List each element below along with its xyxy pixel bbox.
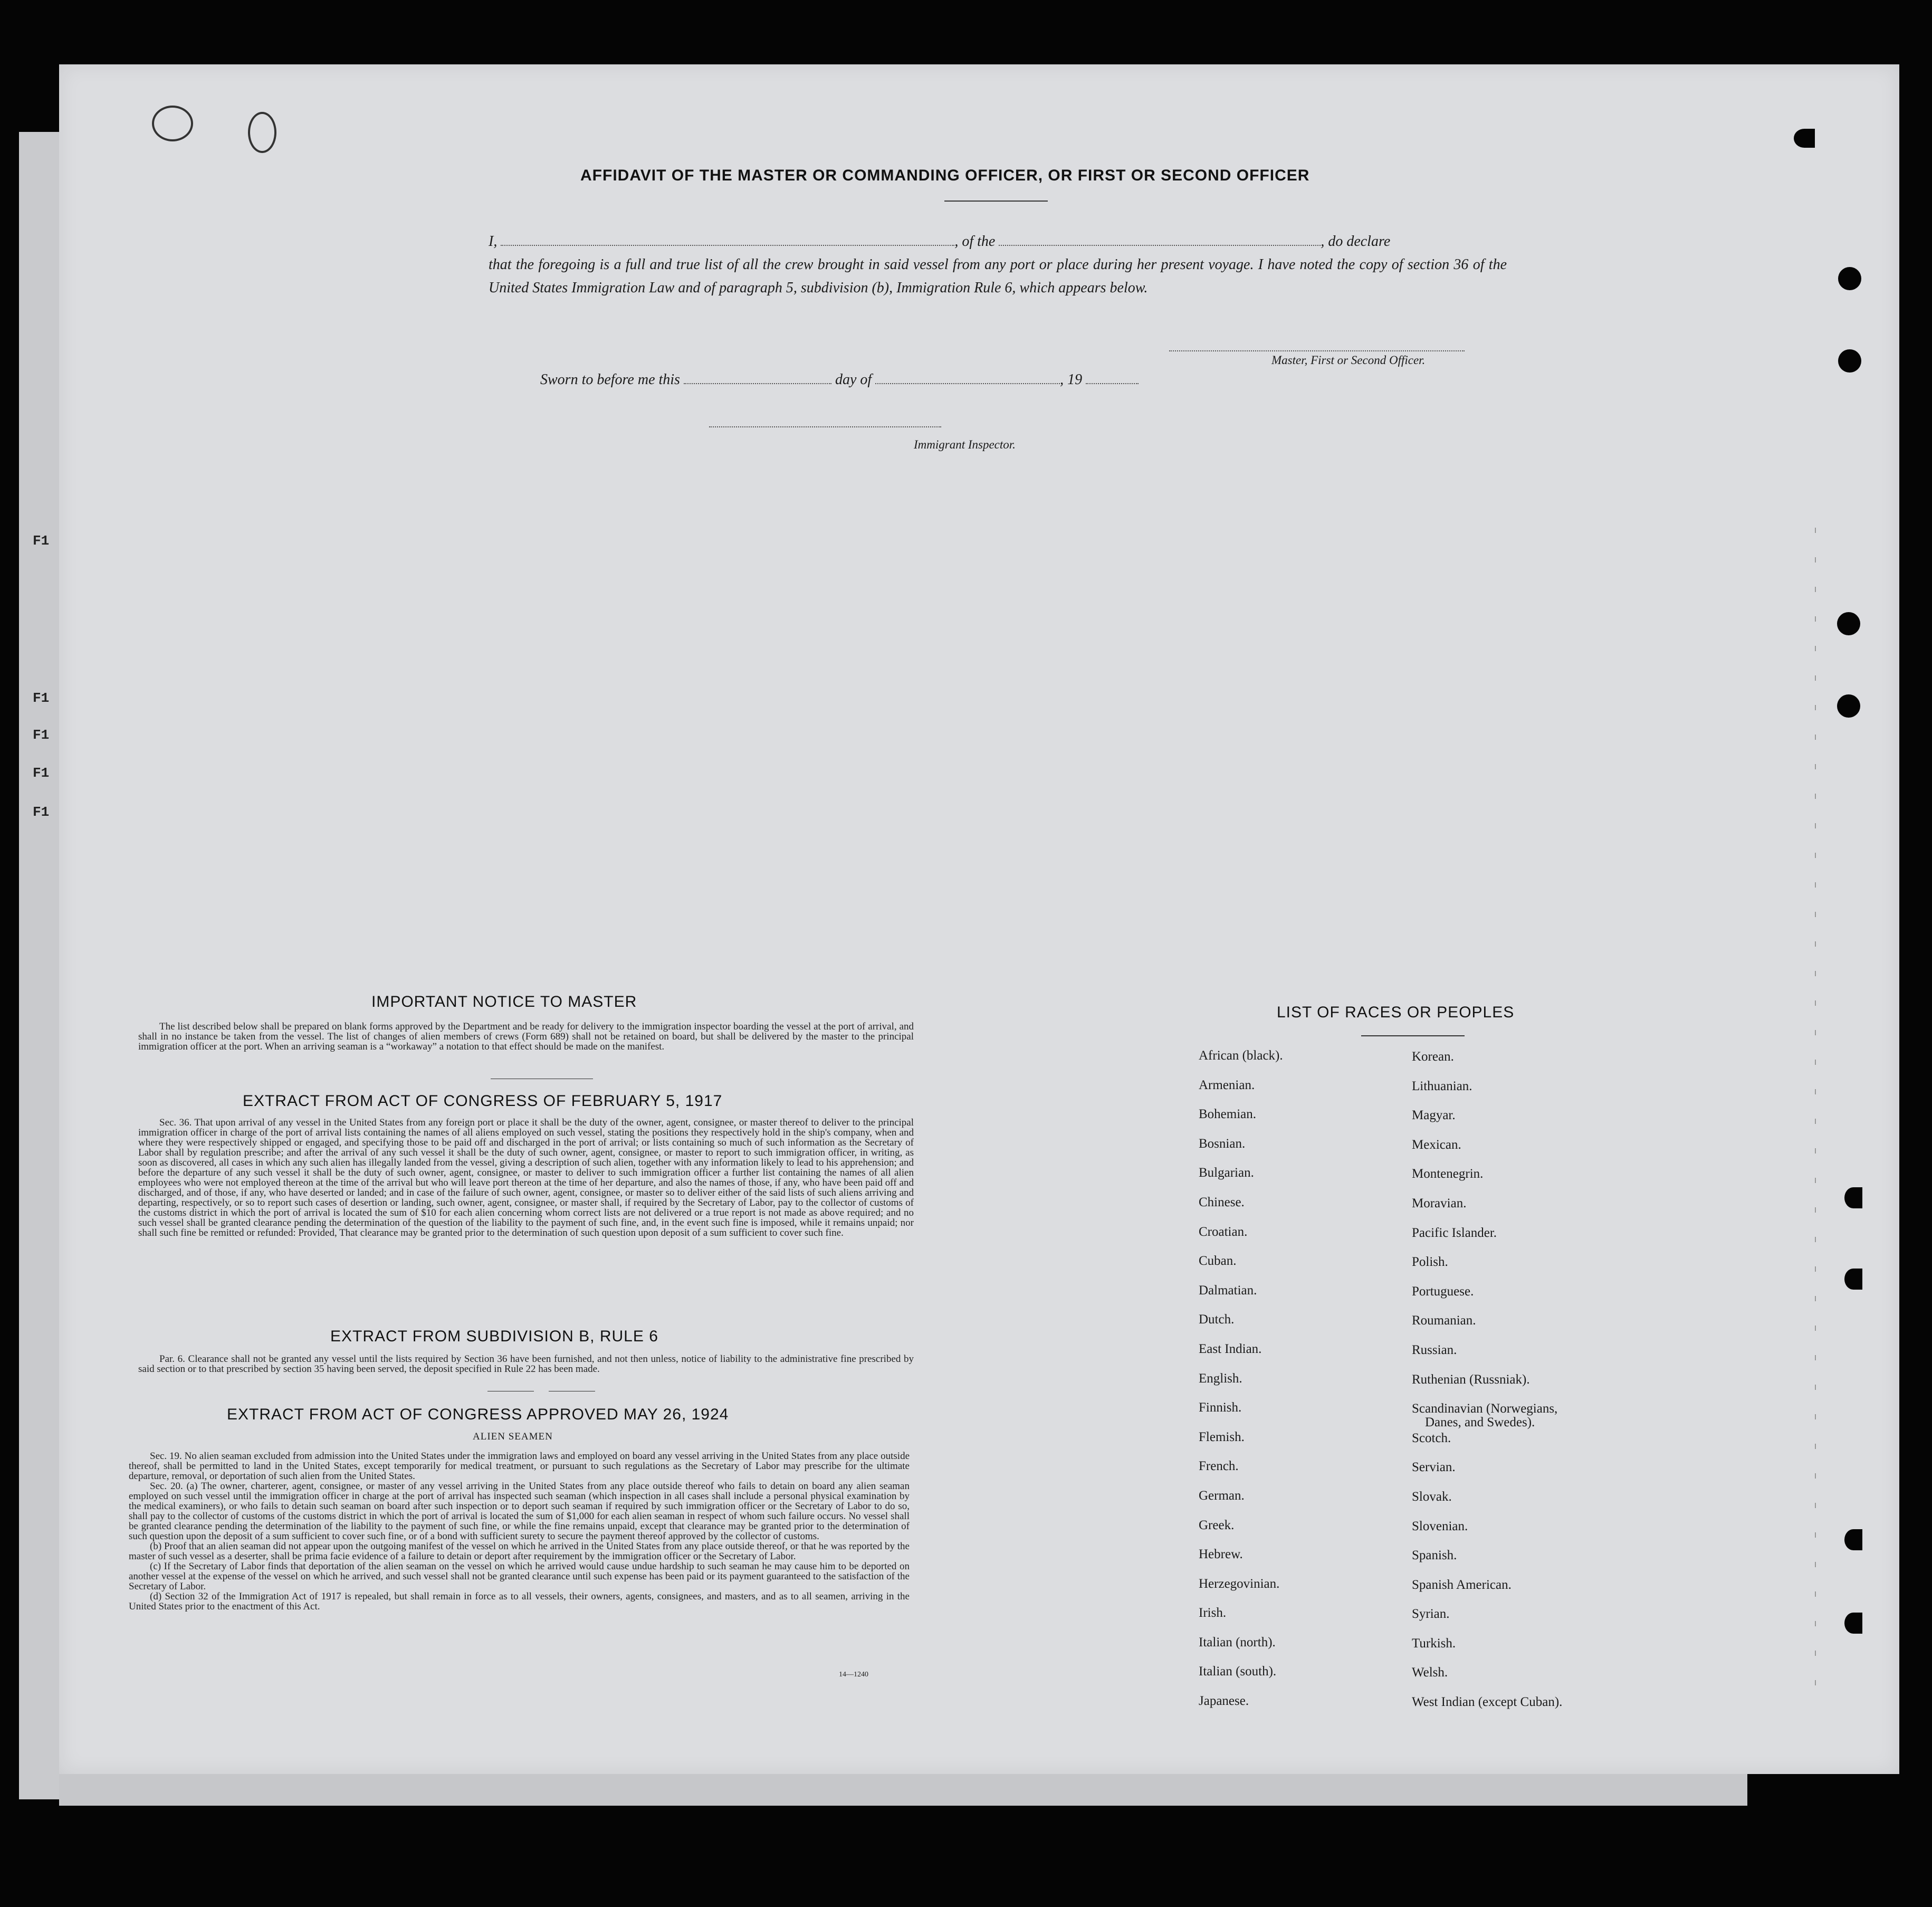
race-item: Cuban. [1199, 1254, 1237, 1269]
race-item: Scandinavian (Norwegians, Danes, and Swedes). [1412, 1401, 1558, 1430]
extract-1917-heading: EXTRACT FROM ACT OF CONGRESS OF FEBRUARY 5, 1917 [243, 1092, 723, 1110]
race-item: Pacific Islander. [1412, 1225, 1497, 1240]
race-item: Bohemian. [1199, 1107, 1257, 1122]
margin-mark: F1 [33, 533, 50, 549]
ink-scribble [248, 112, 276, 153]
race-item: Lithuanian. [1412, 1079, 1472, 1093]
punch-hole [1844, 1187, 1862, 1208]
day-of-label: day of [835, 371, 872, 388]
extract-1924-sec20c: (c) If the Secretary of Labor finds that deportation of the alien seaman on the vessel on which he arrived would cause undue hardship to such seaman he may cause him to be deported on another vessel at the expense of the vessel on which he arrived, and such vessel shall not be granted clearance until such expense has been paid or its payment guaranteed to the satisfaction of the Secretary of Labor. [129, 1561, 910, 1592]
sworn-prefix: Sworn to before me this [540, 371, 680, 388]
race-item: Dutch. [1199, 1312, 1235, 1327]
races-right-column [1412, 1050, 1562, 1725]
race-item: French. [1199, 1459, 1239, 1474]
affidavit-title: AFFIDAVIT OF THE MASTER OR COMMANDING OFFICER, OR FIRST OR SECOND OFFICER [580, 167, 1310, 184]
ruled-margin [1815, 528, 1816, 1689]
master-signature-field[interactable] [1169, 340, 1465, 351]
sworn-line [540, 371, 1139, 388]
punch-hole [1794, 129, 1815, 148]
race-item: Syrian. [1412, 1607, 1450, 1622]
race-item: African (black). [1199, 1048, 1283, 1063]
race-item: Croatian. [1199, 1224, 1248, 1239]
extract-1924-heading: EXTRACT FROM ACT OF CONGRESS APPROVED MAY 26, 1924 [227, 1406, 729, 1423]
page-bottom-edge [59, 1774, 1747, 1806]
notice-heading: IMPORTANT NOTICE TO MASTER [371, 993, 637, 1010]
race-item: Hebrew. [1199, 1547, 1243, 1562]
race-item: Finnish. [1199, 1400, 1242, 1415]
race-item: Portuguese. [1412, 1284, 1474, 1299]
vessel-name-field[interactable] [999, 234, 1321, 246]
inspector-signature-field[interactable] [709, 416, 941, 427]
extract-rule6-paragraph: Par. 6. Clearance shall not be granted any vessel until the lists required by Section 36 have been furnished, and not then unless, notice of liability to the administrative fine prescribed by said section or to that prescribed by section 35 having been served, the deposit specified in Rule 22 has been made. [138, 1353, 914, 1375]
margin-mark: F1 [33, 727, 50, 743]
punch-hole [1838, 349, 1861, 373]
punch-hole [1844, 1529, 1862, 1550]
race-item: West Indian (except Cuban). [1412, 1695, 1563, 1710]
declarant-name-field[interactable] [501, 234, 954, 246]
race-item: Dalmatian. [1199, 1283, 1257, 1298]
punch-hole [1844, 1269, 1862, 1290]
race-item: Welsh. [1412, 1665, 1448, 1680]
form-number: 14—1240 [839, 1671, 868, 1679]
extract-1924-sec20a: Sec. 20. (a) The owner, charterer, agent, consignee, or master of any vessel arriving in the United States from any place outside thereof who fails to detain on board any alien seaman employed on such vessel until the immigration officer in charge at the port of arrival has inspected such seaman (which inspection in all cases shall include a personal physical examination by the medical examiners), or who fails to detain such seaman on board after such inspection or to deport such seaman if required by such immigration officer or the Secretary of Labor to do so, shall pay to the collector of customs of the customs district in which the port of arrival is located the sum of $1,000 for each alien seaman in respect of whom such failure occurs. No vessel shall be granted clearance pending the determination of the liability to the payment of such fine, or while the fine remains unpaid, except that clearance may be granted prior to the determination of such question upon the deposit of a sum sufficient to cover such fine, or of a bond with sufficient surety to secure the payment thereof approved by the collector of customs. [129, 1481, 910, 1542]
race-item: Spanish. [1412, 1548, 1457, 1563]
race-item: Scotch. [1412, 1431, 1451, 1445]
race-item: Turkish. [1412, 1636, 1456, 1651]
notice-paragraph: The list described below shall be prepared on blank forms approved by the Department and be ready for delivery to the immigration inspector boarding the vessel at the port of arrival, and shall in no instance be taken from the vessel. The list of changes of alien members of crews (Form 689) shall not be retained on board, but shall be delivered by the master to the principal immigration officer at the port. When an arriving seaman is a “workaway” a notation to that effect should be made on the manifest. [138, 1021, 914, 1052]
notice-text [138, 1022, 914, 1052]
race-item: East Indian. [1199, 1341, 1262, 1356]
sworn-month-field[interactable] [875, 373, 1060, 384]
extract-1924-text [129, 1451, 910, 1612]
race-item: Mexican. [1412, 1137, 1461, 1152]
extract-1924-sec20d: (d) Section 32 of the Immigration Act of 1917 is repealed, but shall remain in force as to all vessels, their owners, agents, consignees, and masters, and as to all seamen, arriving in the United States prior to the enactment of this Act. [129, 1591, 910, 1612]
race-item: Magyar. [1412, 1108, 1456, 1123]
punch-hole [1837, 694, 1860, 718]
inspector-label: Immigrant Inspector. [914, 438, 1016, 451]
master-signature-label: Master, First or Second Officer. [1271, 354, 1426, 367]
extract-1924-subheading: ALIEN SEAMEN [473, 1431, 553, 1442]
extract-1917-text [138, 1118, 914, 1238]
race-item: Irish. [1199, 1606, 1227, 1620]
extract-1917-paragraph: Sec. 36. That upon arrival of any vessel in the United States from any foreign port or place it shall be the duty of the owner, agent, consignee, or master thereof to deliver to the principal immigration officer in charge of the port of arrival lists containing the names of all aliens employed on such vessel, stating the positions they respectively hold in the ship's company, when and where they were respectively shipped or engaged, and specifying those to be paid off and discharged in the port of arrival; or lists containing so much of such information as the Secretary of Labor shall by regulation prescribe; and after the arrival of any such vessel it shall be the duty of such owner, agent, consignee, or master to report to such immigration officer, in writing, as soon as discovered, all cases in which any such alien has illegally landed from the vessel, giving a description of such alien, together with any information likely to lead to his apprehension; and before the departure of any such vessel it shall be the duty of such owner, agent, consignee, or master to deliver to such immigration officer a further list containing the names of all alien employees who were not employed thereon at the time of the arrival but who will leave port thereon at the time of her departure, and also the names of those, if any, who have been paid off and discharged, and of those, if any, who have deserted or landed; and in case of the failure of such owner, agent, consignee, or master so to deliver either of the said lists of such aliens arriving and departing, respectively, or so to report such cases of desertion or landing, such owner, agent, consignee, or master shall, if required by the Secretary of Labor, pay to the collector of customs of the customs district in which the port of arrival is located the sum of $10 for each alien concerning whom correct lists are not delivered or a true report is not made as above required; and no such vessel shall be granted clearance pending the determination of the question of the liability to the payment of such fine, and, in the event such fine is imposed, while it remains unpaid; nor shall such fine be remitted or refunded: Provided, That clearance may be granted prior to the determination of such question upon deposit of a sum sufficient to cover such fine. [138, 1117, 914, 1238]
race-item: Russian. [1412, 1342, 1457, 1357]
race-item: Bosnian. [1199, 1136, 1246, 1151]
title-rule [944, 201, 1048, 202]
of-the-label: , of the [954, 233, 996, 250]
race-item: Moravian. [1412, 1196, 1467, 1210]
race-item: Polish. [1412, 1255, 1448, 1270]
year-prefix: , 19 [1060, 371, 1083, 388]
race-item: Montenegrin. [1412, 1167, 1484, 1181]
ink-scribble [152, 106, 193, 141]
race-item: Italian (south). [1199, 1664, 1277, 1679]
race-item: Bulgarian. [1199, 1166, 1254, 1180]
race-item: Servian. [1412, 1460, 1456, 1475]
race-item: Italian (north). [1199, 1635, 1276, 1649]
punch-hole [1838, 267, 1861, 290]
declaration-text [489, 230, 1507, 300]
race-item: English. [1199, 1371, 1242, 1386]
race-item: Japanese. [1199, 1694, 1249, 1709]
sworn-day-field[interactable] [684, 373, 831, 384]
race-item: Herzegovinian. [1199, 1576, 1280, 1591]
do-declare-label: , do declare [1321, 233, 1391, 250]
race-item: Armenian. [1199, 1078, 1255, 1092]
race-item: Chinese. [1199, 1195, 1245, 1209]
race-item: Greek. [1199, 1518, 1235, 1532]
races-heading: LIST OF RACES OR PEOPLES [1277, 1004, 1515, 1021]
extract-1924-sec19: Sec. 19. No alien seaman excluded from admission into the United States under the immigration laws and employed on board any vessel arriving in the United States from any place outside thereof, shall be permitted to land in the United States, except temporarily for medical treatment, or pursuant to such regulations as the Secretary of Labor may prescribe for the ultimate departure, removal, or deportation of such alien from the United States. [129, 1451, 910, 1482]
extract-rule6-heading: EXTRACT FROM SUBDIVISION B, RULE 6 [330, 1328, 658, 1345]
race-item: Spanish American. [1412, 1577, 1512, 1592]
margin-mark: F1 [33, 690, 50, 706]
race-item: Korean. [1412, 1050, 1454, 1064]
sworn-year-field[interactable] [1086, 373, 1139, 384]
punch-hole [1837, 612, 1860, 635]
declaration-body: that the foregoing is a full and true list of all the crew brought in said vessel from any port or place during her present voyage. I have noted the copy of section 36 of the United States Immigration Law and of paragraph 5, subdivision (b), Immigration Rule 6, which appears below. [489, 256, 1507, 296]
extract-1924-sec20b: (b) Proof that an alien seaman did not appear upon the outgoing manifest of the vessel on which he arrived in the United States from any place outside thereof, or that he was reported by the master of such vessel as a deserter, shall be prima facie evidence of a failure to detain or deport after requirement by the immigration officer or the Secretary of Labor. [129, 1541, 910, 1562]
race-item: Flemish. [1199, 1429, 1245, 1444]
margin-mark: F1 [33, 804, 50, 820]
race-item: Ruthenian (Russniak). [1412, 1372, 1530, 1387]
races-left-column [1199, 1049, 1283, 1724]
race-item: Slovak. [1412, 1489, 1452, 1504]
punch-hole [1844, 1613, 1862, 1634]
declarant-label: I, [489, 233, 498, 250]
race-item: Slovenian. [1412, 1519, 1468, 1533]
race-item: German. [1199, 1488, 1245, 1503]
extract-rule6-text [138, 1354, 914, 1374]
margin-mark: F1 [33, 765, 50, 781]
races-rule [1361, 1035, 1465, 1036]
race-item: Roumanian. [1412, 1313, 1476, 1328]
